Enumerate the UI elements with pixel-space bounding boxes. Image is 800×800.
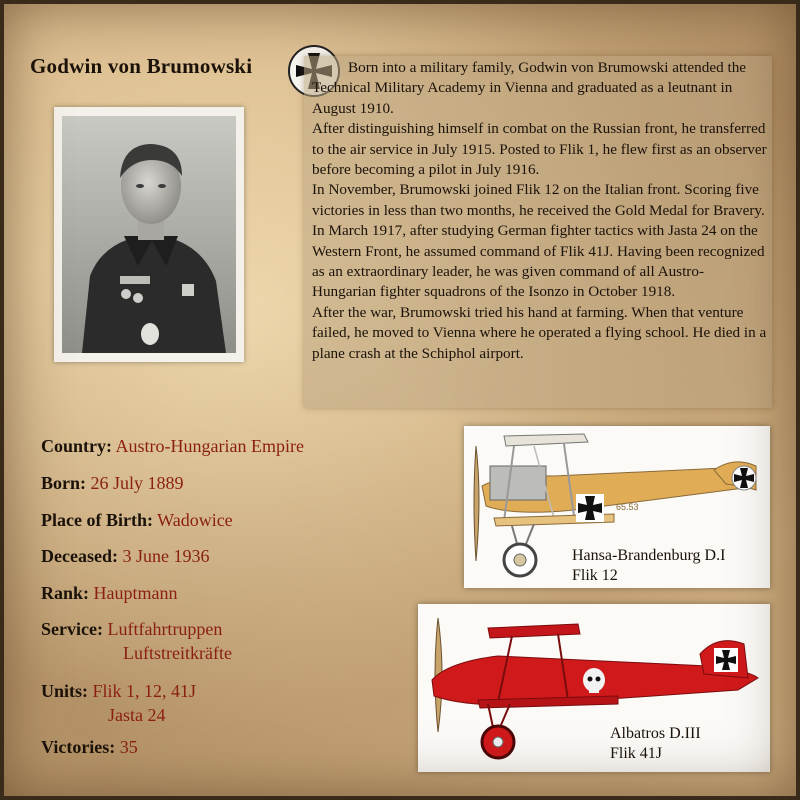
plane-caption xyxy=(610,724,701,764)
plane-model: Albatros D.III xyxy=(610,725,701,742)
aircraft-serial: 65.53 xyxy=(616,502,639,512)
bio-paragraph: After the war, Brumowski tried his hand at farming. When that venture failed, he moved to Vienna where he operated a flying school. He died in a plane crash at the Schiphol airport. xyxy=(312,303,767,362)
portrait-frame xyxy=(54,107,244,362)
fact-label: Country: xyxy=(41,436,112,456)
fact-label: Rank: xyxy=(41,583,90,603)
fact-rank xyxy=(41,583,178,604)
fact-value: Hauptmann xyxy=(93,583,178,603)
fact-label: Units: xyxy=(41,681,89,701)
plane-caption xyxy=(572,546,725,586)
fact-value: 35 xyxy=(119,737,138,757)
biography-text xyxy=(312,58,767,364)
plane-unit: Flik 41J xyxy=(610,745,663,762)
albatros-aircraft-illustration xyxy=(418,604,770,772)
portrait-photo xyxy=(62,116,236,353)
fact-value: 3 June 1936 xyxy=(122,546,210,566)
fact-victories xyxy=(41,737,138,758)
fact-value: Luftfahrtruppen xyxy=(107,619,223,639)
plane-card-hansa-brandenburg xyxy=(464,426,770,588)
fact-label: Born: xyxy=(41,473,86,493)
fact-deceased xyxy=(41,546,209,567)
plane-card-albatros xyxy=(418,604,770,772)
fact-value: Flik 1, 12, 41J xyxy=(92,681,197,701)
pilot-name: Godwin von Brumowski xyxy=(30,54,253,78)
fact-value: Austro-Hungarian Empire xyxy=(115,436,304,456)
bio-paragraph: In November, Brumowski joined Flik 12 on the Italian front. Scoring five victories in less than two months, he received the Gold Medal for Bravery. xyxy=(312,181,765,219)
fact-value: Wadowice xyxy=(157,510,233,530)
fact-country xyxy=(41,436,304,457)
plane-model: Hansa-Brandenburg D.I xyxy=(572,547,726,564)
plane-unit: Flik 12 xyxy=(572,567,618,584)
fact-born xyxy=(41,473,184,494)
fact-service xyxy=(41,619,232,663)
bio-paragraph: After distinguishing himself in combat on the Russian front, he transferred to the air service in July 1915. Posted to Flik 1, he flew first as an observer before becoming a pilot in July 1916. xyxy=(312,120,767,179)
fact-units xyxy=(41,681,197,725)
bio-paragraph: Born into a military family, Godwin von Brumowski attended the Technical Military Academy in Vienna and graduated as a leutnant in August 1910. xyxy=(312,59,747,117)
fact-label: Victories: xyxy=(41,737,116,757)
fact-value: 26 July 1889 xyxy=(90,473,184,493)
fact-value: Luftstreitkräfte xyxy=(123,643,232,663)
fact-value: Jasta 24 xyxy=(108,705,166,725)
fact-label: Place of Birth: xyxy=(41,510,153,530)
fact-label: Deceased: xyxy=(41,546,118,566)
fact-place-of-birth xyxy=(41,510,233,531)
fact-label: Service: xyxy=(41,619,103,639)
bio-paragraph: In March 1917, after studying German fighter tactics with Jasta 24 on the Western Front, he assumed command of Flik 41J. Having been recognized as an extraordinary leader, he was given command of all Austro-Hungarian fighter squadrons of the Isonzo in October 1918. xyxy=(312,222,765,301)
